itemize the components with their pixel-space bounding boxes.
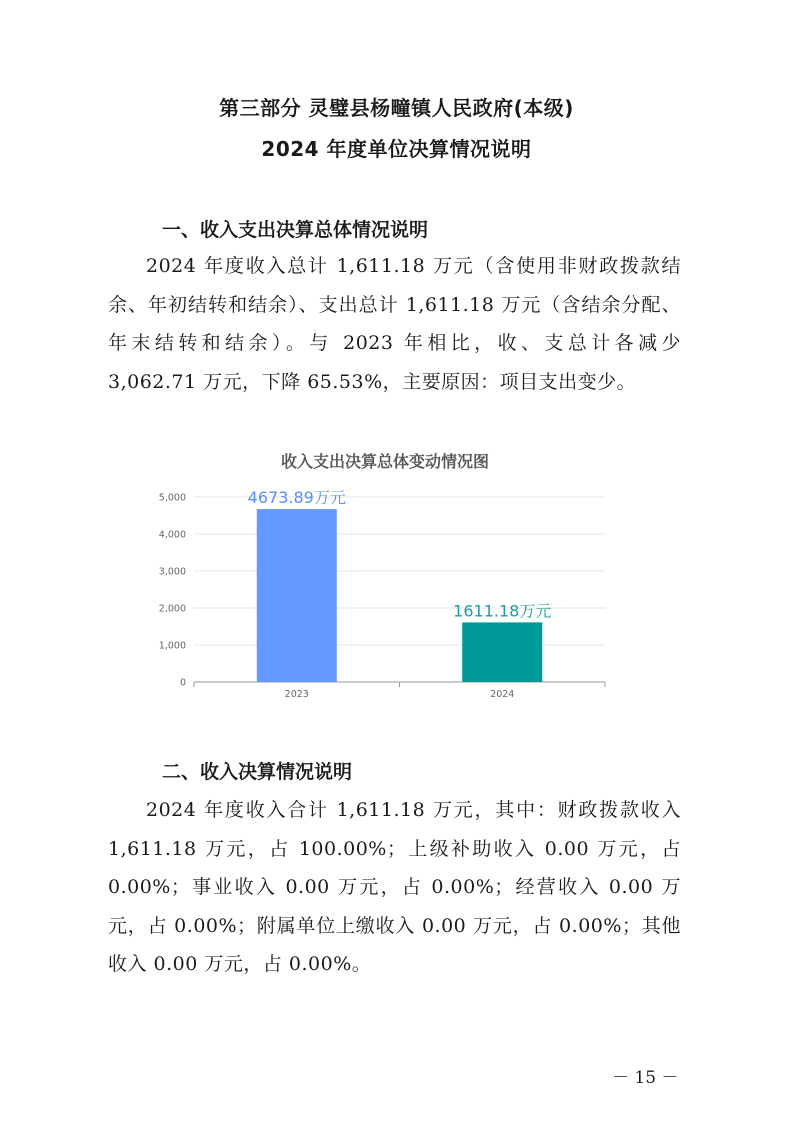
y-tick-label: 1,000 [158,640,186,652]
page-number: － 15 － [612,1068,679,1088]
bar-chart [140,440,630,710]
y-tick-label: 2,000 [158,603,186,615]
bar-2023 [257,509,337,682]
section-2-paragraph: 2024 年度收入合计 1,611.18 万元，其中：财政拨款收入 1,611.18 万元，占 100.00%；上级补助收入 0.00 万元，占 0.00%；事业收入 0.00 万元，占 0.00%；经营收入 0.00 万元，占 0.00%；附属单位上缴收入 0.00 万元，占 0.00%；其他收入 0.00 万元，占 0.00%。 [108,799,681,975]
bar-2024 [462,622,542,682]
x-tick-label: 2024 [490,689,515,700]
y-tick-label: 5,000 [158,492,186,504]
page-title: 第三部分 灵璧县杨疃镇人民政府(本级) [219,96,574,120]
section-2-heading: 二、收入决算情况说明 [162,761,353,783]
chart-title: 收入支出决算总体变动情况图 [280,452,490,471]
section-1-heading: 一、收入支出决算总体情况说明 [162,219,429,241]
y-tick-label: 0 [179,677,186,689]
bar-chart-svg [140,440,630,710]
y-tick-label: 4,000 [158,529,186,541]
y-tick-label: 3,000 [158,566,186,578]
x-tick-label: 2023 [284,689,309,700]
page-subtitle: 2024 年度单位决算情况说明 [261,137,532,161]
data-label-2023: 4673.89万元 [247,488,346,508]
section-1-paragraph: 2024 年度收入总计 1,611.18 万元（含使用非财政拨款结余、年初结转和结余）、支出总计 1,611.18 万元（含结余分配、年末结转和结余）。与 2023 年相比，收、支总计各减少 3,062.71 万元，下降 65.53%，主要原因：项目支出变少。 [108,255,681,393]
data-label-2024: 1611.18万元 [453,601,552,621]
